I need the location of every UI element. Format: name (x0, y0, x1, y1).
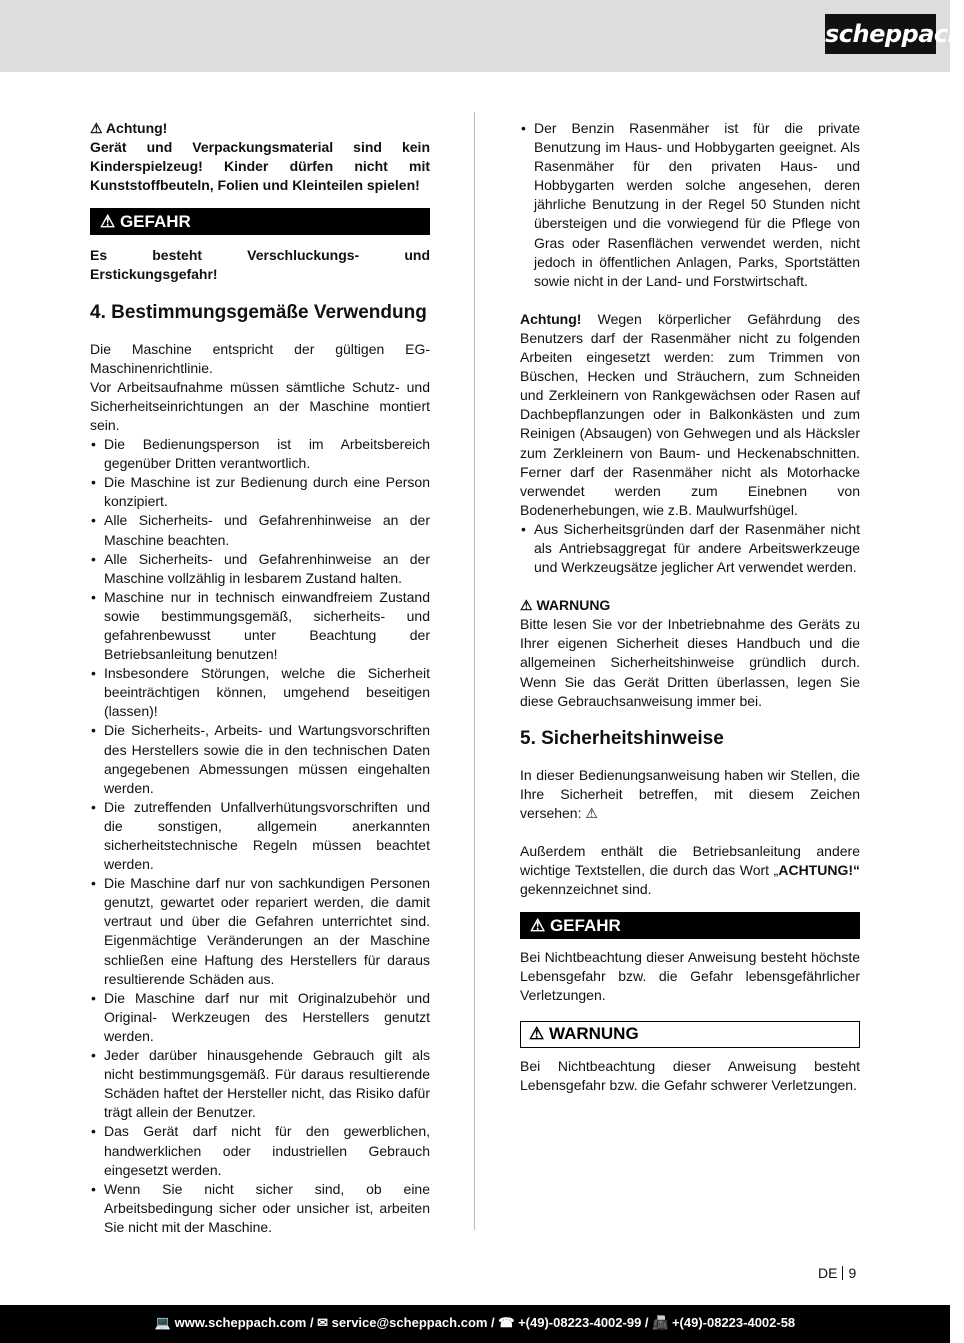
intro-paragraph-2: Vor Arbeitsaufnahme müssen sämtliche Schutz- und Sicherheitseinrichtungen an der Maschine montiert sein. (90, 378, 430, 433)
achtung-body: Gerät und Verpackungsmaterial sind kein Kinderspielzeug! Kinder dürfen nicht mit Kunststoffbeuteln, Folien und Kleinteilen spielen! (90, 139, 430, 194)
warnung-heading: ⚠ WARNUNG (520, 597, 611, 614)
warnung-banner: ⚠ WARNUNG (520, 1021, 860, 1048)
page-number (818, 1265, 856, 1281)
footer-bar (0, 1305, 950, 1343)
list-item: • Die Maschine darf nur mit Originalzubehör und Original- Werkzeugen des Herstellers genutzt werden. (90, 989, 430, 1046)
list-item: • Das Gerät darf nicht für den gewerblichen, handwerklichen oder industriellen Gebrauch eingesetzt werden. (90, 1122, 430, 1179)
section-4-title: 4. Bestimmungsgemäße Verwendung (90, 301, 427, 323)
list-item: • Die Sicherheits-, Arbeits- und Wartungsvorschriften des Herstellers sowie die in den technischen Daten angegebenen Abmessungen müssen eingehalten werden. (90, 721, 430, 797)
gefahr-paragraph: Bei Nichtbeachtung dieser Anweisung besteht höchste Lebensgefahr bzw. die Gefahr lebensgefährlicher Verletzungen. (520, 949, 860, 1004)
intro-paragraph-1: Die Maschine entspricht der gültigen EG-Maschinenrichtlinie. (90, 340, 430, 376)
gefahr-banner-right: ⚠ GEFAHR (520, 912, 860, 939)
warnung-box-paragraph: Bei Nichtbeachtung dieser Anweisung besteht Lebensgefahr bzw. die Gefahr schwerer Verletzungen. (520, 1057, 860, 1093)
list-item: • Maschine nur in technisch einwandfreiem Zustand sowie bestimmungsgemäß, sicherheits- und gefahrenbewusst unter Beachtung der Betriebsanleitung benutzen! (90, 588, 430, 664)
list-item: • Insbesondere Störungen, welche die Sicherheit beeinträchtigen können, umgehend beseitigen (lassen)! (90, 664, 430, 721)
language-code: DE (818, 1265, 838, 1281)
private-use-bullet: • Der Benzin Rasenmäher ist für die private Benutzung im Haus- und Hobbygarten geeignet. Als Rasenmäher für den privaten Haus- und Hobbygarten werden solche angesehen, deren jährliche Benutzung in der Regel 50 Stunden nicht übersteigen und die vorwiegend für die Pflege von Gras oder Rasenflächen verwendet werden, nicht jedoch in öffentlichen Anlagen, Parks, Sportstätten sowie nicht in der Land- und Forstwirtschaft. (520, 119, 860, 291)
column-divider (474, 112, 475, 1230)
page-number-value: 9 (848, 1265, 857, 1281)
gefahr-banner: ⚠ GEFAHR (90, 208, 430, 235)
header-bar (0, 0, 964, 72)
section-5-paragraph-2 (520, 842, 860, 899)
footer-contact: 💻 www.scheppach.com / ✉ service@scheppach.com / ☎ +(49)-08223-4002-99 / 📠 +(49)-08223-4002-58 (154, 1315, 796, 1330)
s5-p2-achtung: ACHTUNG!“ (778, 862, 860, 879)
s5-p2-text-end: gekennzeichnet sind. (520, 881, 652, 898)
gefahr-body: Es besteht Verschluckungs- und Erstickungsgefahr! (90, 247, 430, 283)
achtung-title: ⚠ Achtung! (90, 120, 168, 136)
right-column (520, 119, 860, 1095)
achtung-text: Wegen körperlicher Gefährdung des Benutzers darf der Rasenmäher nicht zu folgenden Arbeiten eingesetzt werden: zum Trimmen von Büschen, Hecken und Sträuchern, zum Schneiden und Zerkleinern von Rankgewächsen oder Rasen auf Dachbepflanzungen oder in Balkonkästen und zum Reinigen (Absaugen) von Gehwegen und als Häcksler zum Zerkleinern von Baum- und Heckenabschnitten. Ferner darf der Rasenmäher nicht als Motorhacke verwendet werden zum Einebnen von Bodenerhebungen, wie z.B. Maulwurfshügel. (520, 310, 860, 518)
list-item: • Wenn Sie nicht sicher sind, ob eine Arbeitsbedingung sicher oder unsicher ist, arbeiten Sie nicht mit der Maschine. (90, 1180, 430, 1237)
scheppach-logo: scheppach (825, 14, 936, 54)
achtung-paragraph (520, 310, 860, 520)
warnung-paragraph: Bitte lesen Sie vor der Inbetriebnahme des Geräts zu Ihrer eigenen Sicherheit dieses Handbuch und die allgemeinen Sicherheitshinweise gründlich durch. Wenn Sie das Gerät Dritten überlassen, legen Sie diese Gebrauchsanweisung immer bei. (520, 616, 860, 709)
list-item: • Die Bedienungsperson ist im Arbeitsbereich gegenüber Dritten verantwortlich. (90, 435, 430, 473)
list-item: • Jeder darüber hinausgehende Gebrauch gilt als nicht bestimmungsgemäß. Für daraus resultierende Schäden haftet der Hersteller nicht, das Risiko dafür trägt allein der Benutzer. (90, 1046, 430, 1122)
list-item: • Alle Sicherheits- und Gefahrenhinweise an der Maschine beachten. (90, 511, 430, 549)
s5-p2-text: Außerdem enthält die Betriebsanleitung andere wichtige Textstellen, die durch das Wort „ (520, 843, 860, 879)
section-5-title: 5. Sicherheitshinweise (520, 727, 724, 749)
list-item: • Die Maschine ist zur Bedienung durch eine Person konzipiert. (90, 473, 430, 511)
page-separator (842, 1266, 843, 1280)
section-5-paragraph-1: In dieser Bedienungsanweisung haben wir Stellen, die Ihre Sicherheit betreffen, mit diesem Zeichen versehen: ⚠ (520, 766, 860, 821)
list-item: • Alle Sicherheits- und Gefahrenhinweise an der Maschine vollzählig in lesbarem Zustand halten. (90, 550, 430, 588)
achtung-label: Achtung! (520, 310, 582, 327)
left-column (90, 119, 430, 1237)
usage-bullet-list (90, 435, 430, 1237)
safety-reason-bullet: • Aus Sicherheitsgründen darf der Rasenmäher nicht als Antriebsaggregat für andere Arbeitswerkzeuge und Werkzeugsätze jeglicher Art verwendet werden. (520, 520, 860, 577)
list-item: • Die Maschine darf nur von sachkundigen Personen genutzt, gewartet oder repariert werden, die damit vertraut und über die Gefahren unterrichtet sind. Eigenmächtige Veränderungen an der Maschine schließen eine Haftung des Herstellers für daraus resultierende Schäden aus. (90, 874, 430, 989)
list-item: • Die zutreffenden Unfallverhütungsvorschriften und die sonstigen, allgemein anerkannten sicherheitstechnische Regeln müssen beachtet werden. (90, 798, 430, 874)
